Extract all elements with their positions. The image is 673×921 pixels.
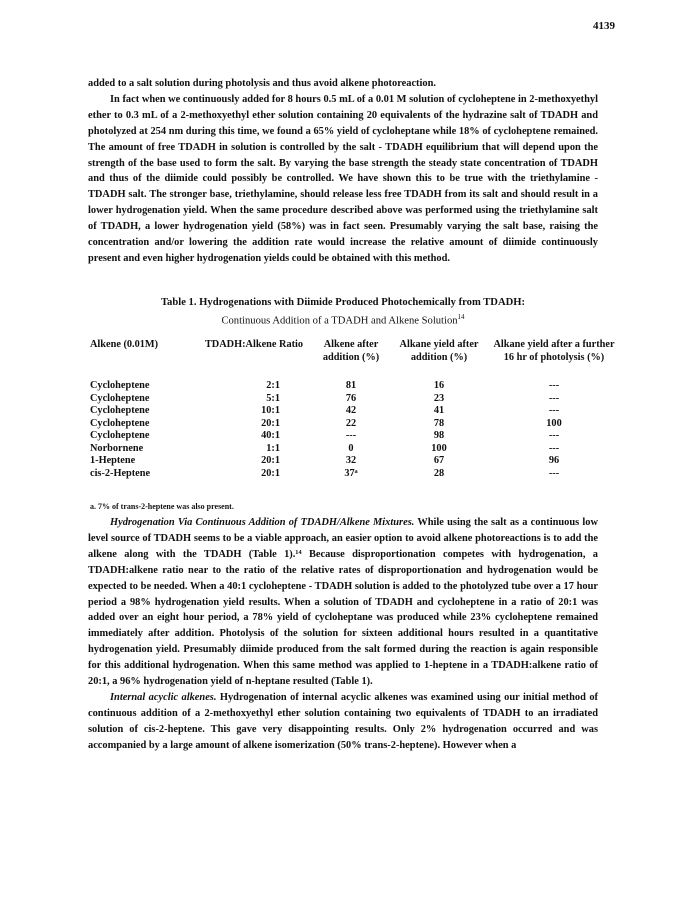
body-text-top <box>88 76 598 267</box>
cell-alkane-after: 16 <box>433 380 445 391</box>
paragraph-3-heading: Hydrogenation Via Continuous Addition of TDADH/Alkene Mixtures. <box>110 517 415 528</box>
cell-alkene: Cycloheptene <box>90 417 150 429</box>
cell-alkene-after: 22 <box>345 417 357 429</box>
cell-alkene: Cycloheptene <box>90 392 150 404</box>
cell-alkene-after: 81 <box>345 380 357 391</box>
page-number: 4139 <box>593 20 615 32</box>
cell-alkane-after: 100 <box>431 442 447 454</box>
cell-alkane-after: 67 <box>433 455 445 466</box>
cell-ratio: 10:1 <box>261 405 280 416</box>
table-caption-line <box>88 296 598 310</box>
cell-ratio: 20:1 <box>261 455 280 466</box>
table-row <box>90 405 618 418</box>
table-body <box>90 380 618 480</box>
cell-alkene-after: 32 <box>345 455 357 466</box>
body-text-bottom <box>88 515 598 754</box>
cell-alkane-further: --- <box>548 430 560 441</box>
cell-alkene: Cycloheptene <box>90 430 150 441</box>
cell-alkene: Cycloheptene <box>90 380 150 391</box>
paragraph-3-body: While using the salt as a continuous low level source of TDADH seems to be a viable approach, an easier option to avoid alkene photoreactions is to add the alkene along with the TDADH (Table 1).¹⁴ Because disproportionation competes with hydrogenation, a TDADH:alkene ratio near to the ratio of the relative rates of disproportionation and hydrogenation would be expected to be needed. When a 40:1 cycloheptene - TDADH solution is added to the photolyzed tube over a 17 hour period a 98% hydrogenation yield results. When a solution of TDADH and cycloheptene in a ratio of 20:1 was added over an eight hour period, a 78% yield of cycloheptane was produced while 23% cycloheptene remained immediately after addition. Photolysis of the solution for sixteen additional hours resulted in a quantitative hydrogenation yield. Presumably diimide produced from the salt formed during the reaction is again responsible for this additional hydrogenation. When this same method was applied to 1-heptene in a TDADH:alkene ratio of 20:1, a 96% hydrogenation yield of n-heptane resulted (Table 1). <box>88 517 598 688</box>
cell-alkane-further: --- <box>548 467 560 479</box>
table-row <box>90 443 618 456</box>
cell-alkane-further: --- <box>548 405 560 416</box>
table-row <box>90 430 618 443</box>
cell-alkene-after: 42 <box>345 405 357 416</box>
results-table <box>90 338 618 480</box>
cell-ratio: 2:1 <box>266 380 280 391</box>
cell-alkene-after: 37ᵃ <box>344 467 358 479</box>
cell-ratio: 20:1 <box>261 417 280 429</box>
paragraph-4 <box>88 690 598 754</box>
cell-alkane-further: --- <box>548 442 560 454</box>
cell-ratio: 5:1 <box>266 392 280 404</box>
header-alkane-after: Alkane yield after addition (%) <box>399 339 479 363</box>
cell-alkane-after: 98 <box>433 430 445 441</box>
table-caption-title: Table 1. <box>160 297 197 308</box>
cell-ratio: 40:1 <box>261 430 280 441</box>
table-caption <box>88 296 598 329</box>
table-row <box>90 393 618 406</box>
table-caption-subtitle-line <box>88 310 598 329</box>
header-ratio: TDADH:Alkene Ratio <box>204 339 304 350</box>
cell-alkane-after: 41 <box>433 405 445 416</box>
paragraph-4-body: Hydrogenation of internal acyclic alkenes was examined using our initial method of continuous addition of a 2-methoxyethyl ether solution containing two equivalents of TDADH to an irradiated solution of cis-2-heptene. This gave very disappointing results. Only 2% hydrogenation occurred and was accompanied by a large amount of alkene isomerization (50% trans-2-heptene). However when a <box>88 691 598 751</box>
paragraph-4-heading: Internal acyclic alkenes. <box>110 691 217 703</box>
paragraph-1: added to a salt solution during photolysis and thus avoid alkene photoreaction. <box>88 78 436 89</box>
cell-alkene-after: 76 <box>345 392 357 404</box>
table-row <box>90 468 618 481</box>
paragraph-3 <box>88 515 598 690</box>
cell-alkene: Cycloheptene <box>90 405 150 416</box>
table-row <box>90 455 618 468</box>
cell-ratio: 20:1 <box>261 467 280 479</box>
cell-alkane-after: 28 <box>433 467 445 479</box>
cell-ratio: 1:1 <box>266 442 280 454</box>
cell-alkane-after: 78 <box>433 417 445 429</box>
cell-alkane-further: --- <box>548 392 560 404</box>
table-row <box>90 380 618 393</box>
header-alkane-further: Alkane yield after a further 16 hr of photolysis (%) <box>493 339 615 363</box>
cell-alkane-further: 96 <box>548 455 560 466</box>
header-alkene-after: Alkene after addition (%) <box>322 339 380 363</box>
cell-alkene: cis-2-Heptene <box>90 467 151 479</box>
table-header-row <box>90 338 618 380</box>
cell-alkane-further: --- <box>548 380 560 391</box>
cell-alkene-after: 0 <box>348 442 354 454</box>
table-caption-subtitle: Continuous Addition of a TDADH and Alkene Solution <box>221 315 458 327</box>
cell-alkene: 1-Heptene <box>90 455 136 466</box>
table-caption-ref: 14 <box>457 313 465 321</box>
cell-alkane-further: 100 <box>546 417 562 429</box>
table-row <box>90 418 618 431</box>
table-footnote: a. 7% of trans-2-heptene was also present. <box>90 502 234 511</box>
cell-alkene: Norbornene <box>90 442 144 454</box>
header-alkene: Alkene (0.01M) <box>90 339 159 350</box>
paragraph-2: In fact when we continuously added for 8 hours 0.5 mL of a 0.01 M solution of cycloheptene in 2-methoxyethyl ether to 0.3 mL of a 2-methoxyethyl ether solution containing 20 equivalents of the hydrazine salt of TDADH and photolyzed at 254 nm during this time, we found a 65% yield of cycloheptane while 18% of cycloheptene remained. The amount of free TDADH in solution is controlled by the salt - TDADH equilibrium that will depend upon the strength of the base used to form the salt. By varying the base strength the steady state concentration of TDADH and thus of the diimide could possibly be controlled. We have shown this to be true with the triethylamine - TDADH salt. The stronger base, triethylamine, should release less free TDADH from its salt and should result in a lower hydrogenation yield. When the same procedure described above was performed using the triethylamine salt of TDADH, a lower hydrogenation yield (58%) was in fact seen. Presumably varying the salt base, raising the concentration and/or lowering the addition rate would increase the relative amount of diimide continuously present and even higher hydrogenation yields could be obtained with this method. <box>88 93 598 264</box>
cell-alkene-after: --- <box>345 430 357 441</box>
table-caption-text: Hydrogenations with Diimide Produced Photochemically from TDADH: <box>199 297 526 308</box>
cell-alkane-after: 23 <box>433 392 445 404</box>
